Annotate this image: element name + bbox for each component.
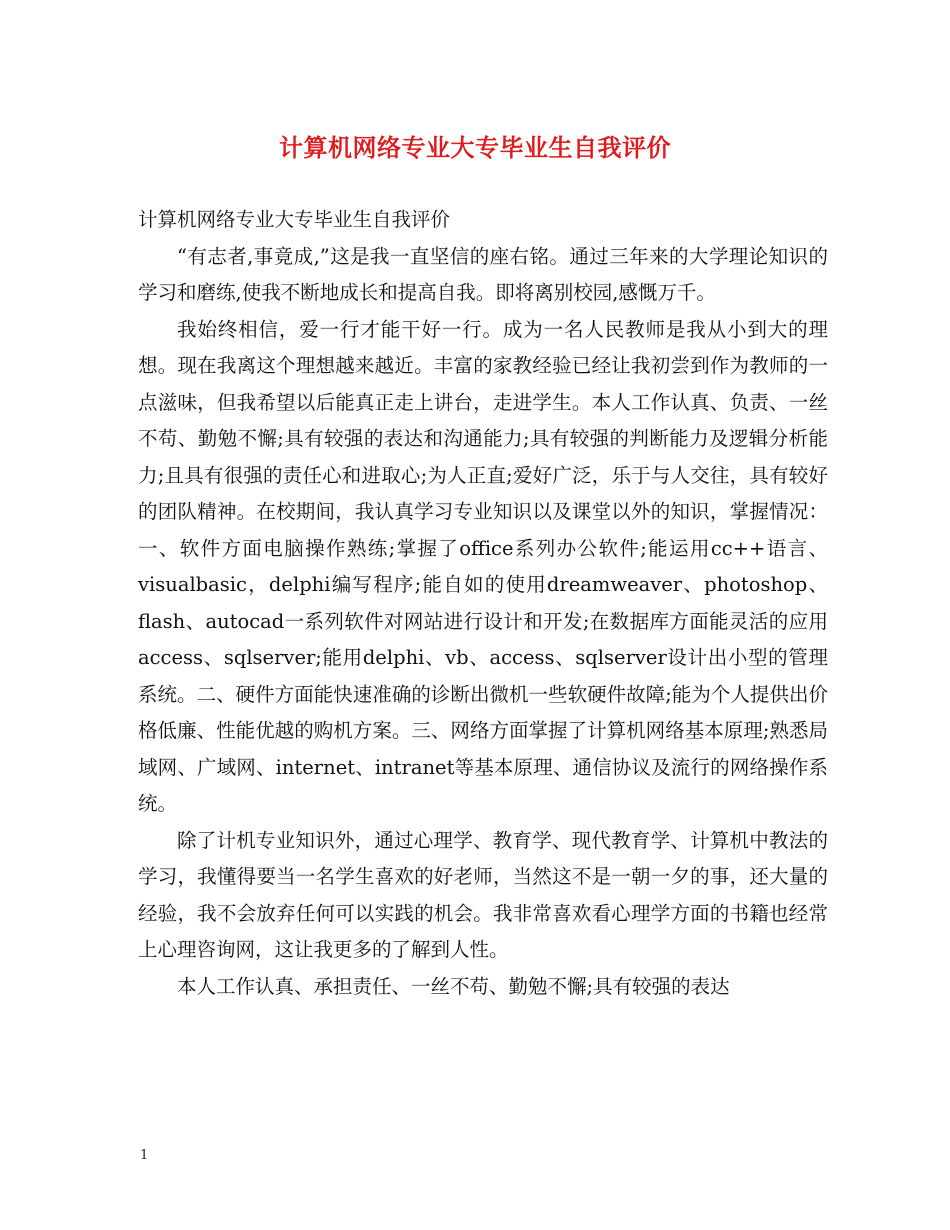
page-number: 1 [140, 1148, 149, 1163]
paragraph-work-attitude: 本人工作认真、承担责任、一丝不苟、勤勉不懈;具有较强的表达 [177, 974, 730, 998]
document-body [138, 202, 828, 1005]
paragraph-skills: 我始终相信，爱一行才能干好一行。成为一名人民教师是我从小到大的理想。现在我离这个理想越来越近。丰富的家教经验已经让我初尝到作为教师的一点滋味，但我希望以后能真正走上讲台，走进学生。本人工作认真、负责、一丝不苟、勤勉不懈;具有较强的表达和沟通能力;具有较强的判断能力及逻辑分析能力;且具有很强的责任心和进取心;为人正直;爱好广泛，乐于与人交往，具有较好的团队精神。在校期间，我认真学习专业知识以及课堂以外的知识，掌握情况：一、软件方面电脑操作熟练;掌握了office系列办公软件;能运用cc++语言、visualbasic，delphi编写程序;能自如的使用dreamweaver、photoshop、flash、autocad一系列软件对网站进行设计和开发;在数据库方面能灵活的应用access、sqlserver;能用delphi、vb、access、sqlserver设计出小型的管理系统。二、硬件方面能快速准确的诊断出微机一些软硬件故障;能为个人提供出价格低廉、性能优越的购机方案。三、网络方面掌握了计算机网络基本原理;熟悉局域网、广域网、internet、intranet等基本原理、通信协议及流行的网络操作系统。 [138, 317, 828, 815]
document-subtitle: 计算机网络专业大专毕业生自我评价 [138, 208, 451, 231]
document-title: 计算机网络专业大专毕业生自我评价 [279, 134, 671, 162]
paragraph-education: 除了计机专业知识外，通过心理学、教育学、现代教育学、计算机中教法的学习，我懂得要当一名学生喜欢的好老师，当然这不是一朝一夕的事，还大量的经验，我不会放弃任何可以实践的机会。我非常喜欢看心理学方面的书籍也经常上心理咨询网，这让我更多的了解到人性。 [138, 828, 828, 961]
paragraph-motto: “有志者,事竟成,”这是我一直坚信的座右铭。通过三年来的大学理论知识的学习和磨练,使我不断地成长和提高自我。即将离别校园,感慨万千。 [138, 244, 828, 304]
